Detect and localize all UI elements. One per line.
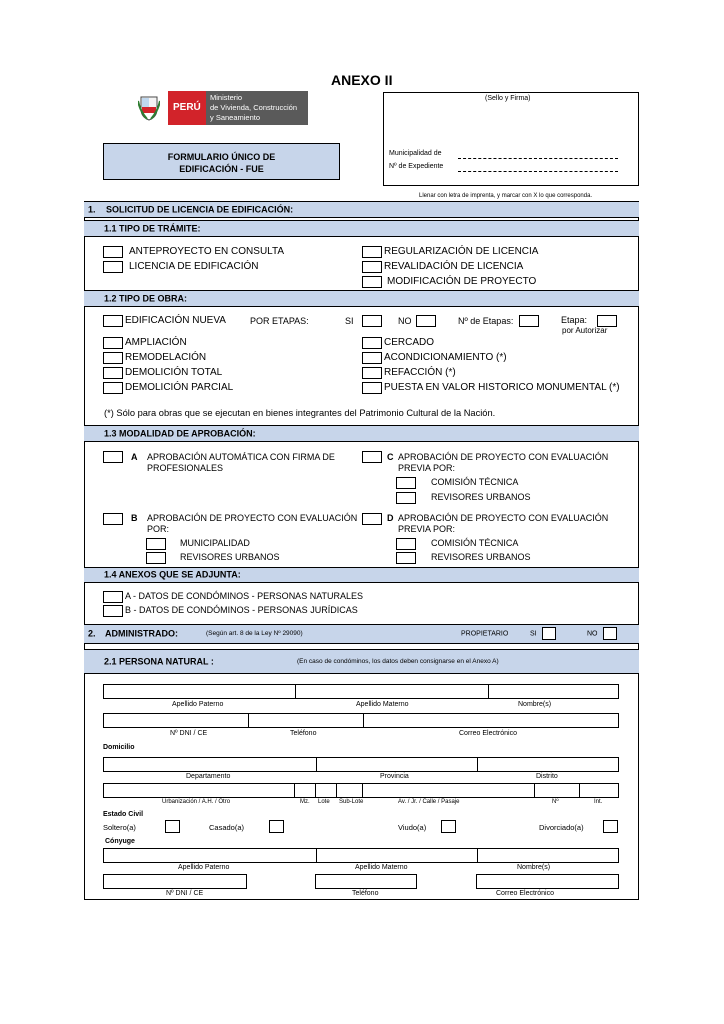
spouse-dni-field[interactable] <box>103 874 247 889</box>
ministry-block <box>206 91 308 125</box>
label-calle: Av. / Jr. / Calle / Pasaje <box>398 799 460 805</box>
label-conyuge-dni: Nº DNI / CE <box>166 890 204 897</box>
checkbox-divorciado[interactable] <box>603 820 618 833</box>
checkbox-anexo-a[interactable] <box>103 591 123 603</box>
label-modalidad-d-letter: D <box>387 513 394 523</box>
input-num-etapas[interactable] <box>519 315 539 327</box>
label-si-etapas: SI <box>345 316 354 326</box>
checkbox-propietario-si[interactable] <box>542 627 556 640</box>
label-edificacion-nueva: EDIFICACIÓN NUEVA <box>125 315 226 326</box>
separator <box>362 784 363 797</box>
label-modalidad-c-line-2: PREVIA POR: <box>398 463 456 473</box>
location-fields-row[interactable] <box>103 757 619 772</box>
separator <box>363 714 364 727</box>
label-c-comision: COMISIÓN TÉCNICA <box>431 477 519 487</box>
label-modalidad-b-line-2: POR: <box>147 524 170 534</box>
label-d-revisores: REVISORES URBANOS <box>431 552 531 562</box>
label-distrito: Distrito <box>536 773 558 780</box>
label-cercado: CERCADO <box>384 337 435 348</box>
label-ampliacion: AMPLIACIÓN <box>125 337 187 348</box>
label-demolicion-parcial: DEMOLICIÓN PARCIAL <box>125 382 234 393</box>
form-title-line-2: EDIFICACIÓN - FUE <box>179 164 264 174</box>
label-refaccion: REFACCIÓN (*) <box>384 367 456 378</box>
label-conyuge-nombres: Nombre(s) <box>517 864 551 871</box>
patrimonio-note: (*) Sólo para obras que se ejecutan en bienes integrantes del Patrimonio Cultural de la Nación. <box>104 408 496 418</box>
checkbox-cercado[interactable] <box>362 337 382 349</box>
label-sub-lote: Sub-Lote <box>339 799 364 805</box>
section-1-4-header <box>84 567 639 583</box>
separator <box>315 784 316 797</box>
label-provincia: Provincia <box>380 773 409 780</box>
checkbox-casado[interactable] <box>269 820 284 833</box>
label-conyuge-correo: Correo Electrónico <box>496 890 554 897</box>
stamp-box[interactable] <box>383 92 639 186</box>
checkbox-b-municipalidad[interactable] <box>146 538 166 550</box>
label-modalidad-c-letter: C <box>387 452 394 462</box>
label-casado: Casado(a) <box>209 823 245 832</box>
label-modalidad-d-line-1: APROBACIÓN DE PROYECTO CON EVALUACIÓN <box>398 513 609 523</box>
checkbox-anexo-b[interactable] <box>103 605 123 617</box>
label-remodelacion: REMODELACIÓN <box>125 352 207 363</box>
spouse-name-fields-row[interactable] <box>103 848 619 863</box>
label-correo: Correo Electrónico <box>459 730 517 737</box>
label-conyuge-apellido-paterno: Apellido Paterno <box>178 864 230 871</box>
label-conyuge-telefono: Teléfono <box>352 890 379 897</box>
label-b-municipalidad: MUNICIPALIDAD <box>180 538 250 548</box>
coat-of-arms-icon <box>138 93 160 121</box>
ministry-line-2: de Vivienda, Construcción <box>210 103 297 112</box>
label-mz: Mz. <box>300 799 310 805</box>
label-viudo: Viudo(a) <box>398 823 427 832</box>
checkbox-ampliacion[interactable] <box>103 337 123 349</box>
checkbox-viudo[interactable] <box>441 820 456 833</box>
label-modificacion: MODIFICACIÓN DE PROYECTO <box>387 276 537 287</box>
label-urbanizacion: Urbanización / A.H. / Otro <box>162 799 231 805</box>
section-2-title: ADMINISTRADO: <box>105 628 178 639</box>
label-propietario: PROPIETARIO <box>461 630 509 638</box>
label-anteproyecto: ANTEPROYECTO EN CONSULTA <box>129 246 285 257</box>
label-modalidad-a-letter: A <box>131 452 138 462</box>
label-no-etapas: NO <box>398 316 412 326</box>
label-dni: Nº DNI / CE <box>170 730 208 737</box>
label-apellido-paterno: Apellido Paterno <box>172 701 224 708</box>
label-nombres: Nombre(s) <box>518 701 552 708</box>
checkbox-puesta-en-valor[interactable] <box>362 382 382 394</box>
separator <box>294 784 295 797</box>
label-estado-civil: Estado Civil <box>103 811 144 818</box>
label-por-autorizar: por Autorizar <box>562 326 608 335</box>
checkbox-regularizacion[interactable] <box>362 246 382 258</box>
label-modalidad-a-line-2: PROFESIONALES <box>147 463 224 473</box>
checkbox-modalidad-c[interactable] <box>362 451 382 463</box>
checkbox-c-comision[interactable] <box>396 477 416 489</box>
checkbox-demolicion-total[interactable] <box>103 367 123 379</box>
contact-fields-row[interactable] <box>103 713 619 728</box>
label-divorciado: Divorciado(a) <box>539 823 584 832</box>
expediente-label: Nº de Expediente <box>389 163 444 170</box>
checkbox-revalidacion[interactable] <box>362 261 382 273</box>
label-domicilio: Domicilio <box>103 744 135 751</box>
label-interior: Int. <box>594 799 603 805</box>
checkbox-propietario-no[interactable] <box>603 627 617 640</box>
ministry-line-1: Ministerio <box>210 93 243 102</box>
checkbox-b-revisores[interactable] <box>146 552 166 564</box>
section-1-2-header <box>84 290 639 307</box>
name-fields-row[interactable] <box>103 684 619 699</box>
municipalidad-label: Municipalidad de <box>389 150 442 157</box>
label-d-comision: COMISIÓN TÉCNICA <box>431 538 519 548</box>
label-anexo-b: B - DATOS DE CONDÓMINOS - PERSONAS JURÍDICAS <box>125 605 358 615</box>
label-revalidacion: REVALIDACIÓN DE LICENCIA <box>384 261 524 272</box>
section-1-1-header <box>84 220 639 237</box>
label-b-revisores: REVISORES URBANOS <box>180 552 280 562</box>
separator <box>534 784 535 797</box>
ministry-line-3: y Saneamiento <box>210 113 261 122</box>
label-acondicionamiento: ACONDICIONAMIENTO (*) <box>384 352 507 363</box>
form-title-line-1: FORMULARIO ÚNICO DE <box>167 152 276 162</box>
section-2-1-title: 2.1 PERSONA NATURAL : <box>104 656 214 666</box>
separator <box>477 758 478 771</box>
label-c-revisores: REVISORES URBANOS <box>431 492 531 502</box>
label-lote: Lote <box>318 799 330 805</box>
section-1-3-title: 1.3 MODALIDAD DE APROBACIÓN: <box>104 428 256 438</box>
section-1-title: SOLICITUD DE LICENCIA DE EDIFICACIÓN: <box>106 204 294 214</box>
separator <box>579 784 580 797</box>
label-propietario-no: NO <box>587 630 598 638</box>
label-modalidad-c-line-1: APROBACIÓN DE PROYECTO CON EVALUACIÓN <box>398 452 609 462</box>
address-fields-row[interactable] <box>103 783 619 798</box>
label-soltero: Soltero(a) <box>103 823 136 832</box>
section-1-1-title: 1.1 TIPO DE TRÁMITE: <box>104 223 201 233</box>
checkbox-etapas-si[interactable] <box>362 315 382 327</box>
separator <box>316 758 317 771</box>
label-licencia: LICENCIA DE EDIFICACIÓN <box>129 261 259 272</box>
checkbox-modalidad-b[interactable] <box>103 513 123 525</box>
section-1-number: 1. <box>88 204 96 214</box>
municipalidad-line[interactable] <box>458 158 618 159</box>
instruction-text: Llenar con letra de imprenta, y marcar con X lo que corresponda. <box>419 193 593 199</box>
checkbox-etapas-no[interactable] <box>416 315 436 327</box>
label-por-etapas: POR ETAPAS: <box>250 316 309 326</box>
label-conyuge-apellido-materno: Apellido Materno <box>355 864 408 871</box>
label-puesta-en-valor: PUESTA EN VALOR HISTORICO MONUMENTAL (*) <box>384 382 620 393</box>
logo-country: PERÚ <box>173 102 201 113</box>
checkbox-modalidad-d[interactable] <box>362 513 382 525</box>
expediente-line[interactable] <box>458 171 618 172</box>
label-anexo-a: A - DATOS DE CONDÓMINOS - PERSONAS NATURALES <box>125 591 364 601</box>
label-demolicion-total: DEMOLICIÓN TOTAL <box>125 367 223 378</box>
label-modalidad-b-line-1: APROBACIÓN DE PROYECTO CON EVALUACIÓN <box>147 513 358 523</box>
checkbox-licencia[interactable] <box>103 261 123 273</box>
label-modalidad-d-line-2: PREVIA POR: <box>398 524 456 534</box>
label-numero: Nº <box>552 799 559 805</box>
separator <box>336 784 337 797</box>
checkbox-refaccion[interactable] <box>362 367 382 379</box>
label-regularizacion: REGULARIZACIÓN DE LICENCIA <box>384 246 539 257</box>
checkbox-acondicionamiento[interactable] <box>362 352 382 364</box>
label-telefono: Teléfono <box>290 730 317 737</box>
peru-flag-block <box>168 91 206 125</box>
label-etapa: Etapa: <box>561 315 588 325</box>
page-title: ANEXO II <box>331 72 393 88</box>
section-1-2-title: 1.2 TIPO DE OBRA: <box>104 293 188 303</box>
form-title-box <box>103 143 340 180</box>
section-2-1-note: (En caso de condóminos, los datos deben consignarse en el Anexo A) <box>297 657 499 665</box>
label-apellido-materno: Apellido Materno <box>356 701 409 708</box>
spouse-email-field[interactable] <box>476 874 619 889</box>
label-propietario-si: SI <box>530 630 537 638</box>
section-1-3-header <box>84 425 639 442</box>
label-departamento: Departamento <box>186 773 231 780</box>
checkbox-anteproyecto[interactable] <box>103 246 123 258</box>
checkbox-c-revisores[interactable] <box>396 492 416 504</box>
label-conyuge: Cónyuge <box>105 838 135 845</box>
label-modalidad-a-line-1: APROBACIÓN AUTOMÁTICA CON FIRMA DE <box>147 452 335 462</box>
separator <box>316 849 317 862</box>
separator <box>248 714 249 727</box>
section-1-4-title: 1.4 ANEXOS QUE SE ADJUNTA: <box>104 569 241 580</box>
checkbox-edificacion-nueva[interactable] <box>103 315 123 327</box>
stamp-label: (Sello y Firma) <box>485 95 531 102</box>
spouse-phone-field[interactable] <box>315 874 417 889</box>
section-2-1-header <box>84 649 639 674</box>
checkbox-soltero[interactable] <box>165 820 180 833</box>
checkbox-d-comision[interactable] <box>396 538 416 550</box>
separator <box>488 685 489 698</box>
label-modalidad-b-letter: B <box>131 513 138 523</box>
checkbox-modificacion[interactable] <box>362 276 382 288</box>
separator <box>477 849 478 862</box>
checkbox-demolicion-parcial[interactable] <box>103 382 123 394</box>
government-logo <box>138 91 308 125</box>
label-num-etapas: Nº de Etapas: <box>458 316 514 326</box>
section-1-header <box>84 201 639 218</box>
section-2-number: 2. <box>88 628 96 639</box>
separator <box>295 685 296 698</box>
checkbox-modalidad-a[interactable] <box>103 451 123 463</box>
checkbox-d-revisores[interactable] <box>396 552 416 564</box>
section-2-note: (Según art. 8 de la Ley Nº 29090) <box>206 629 303 637</box>
checkbox-remodelacion[interactable] <box>103 352 123 364</box>
